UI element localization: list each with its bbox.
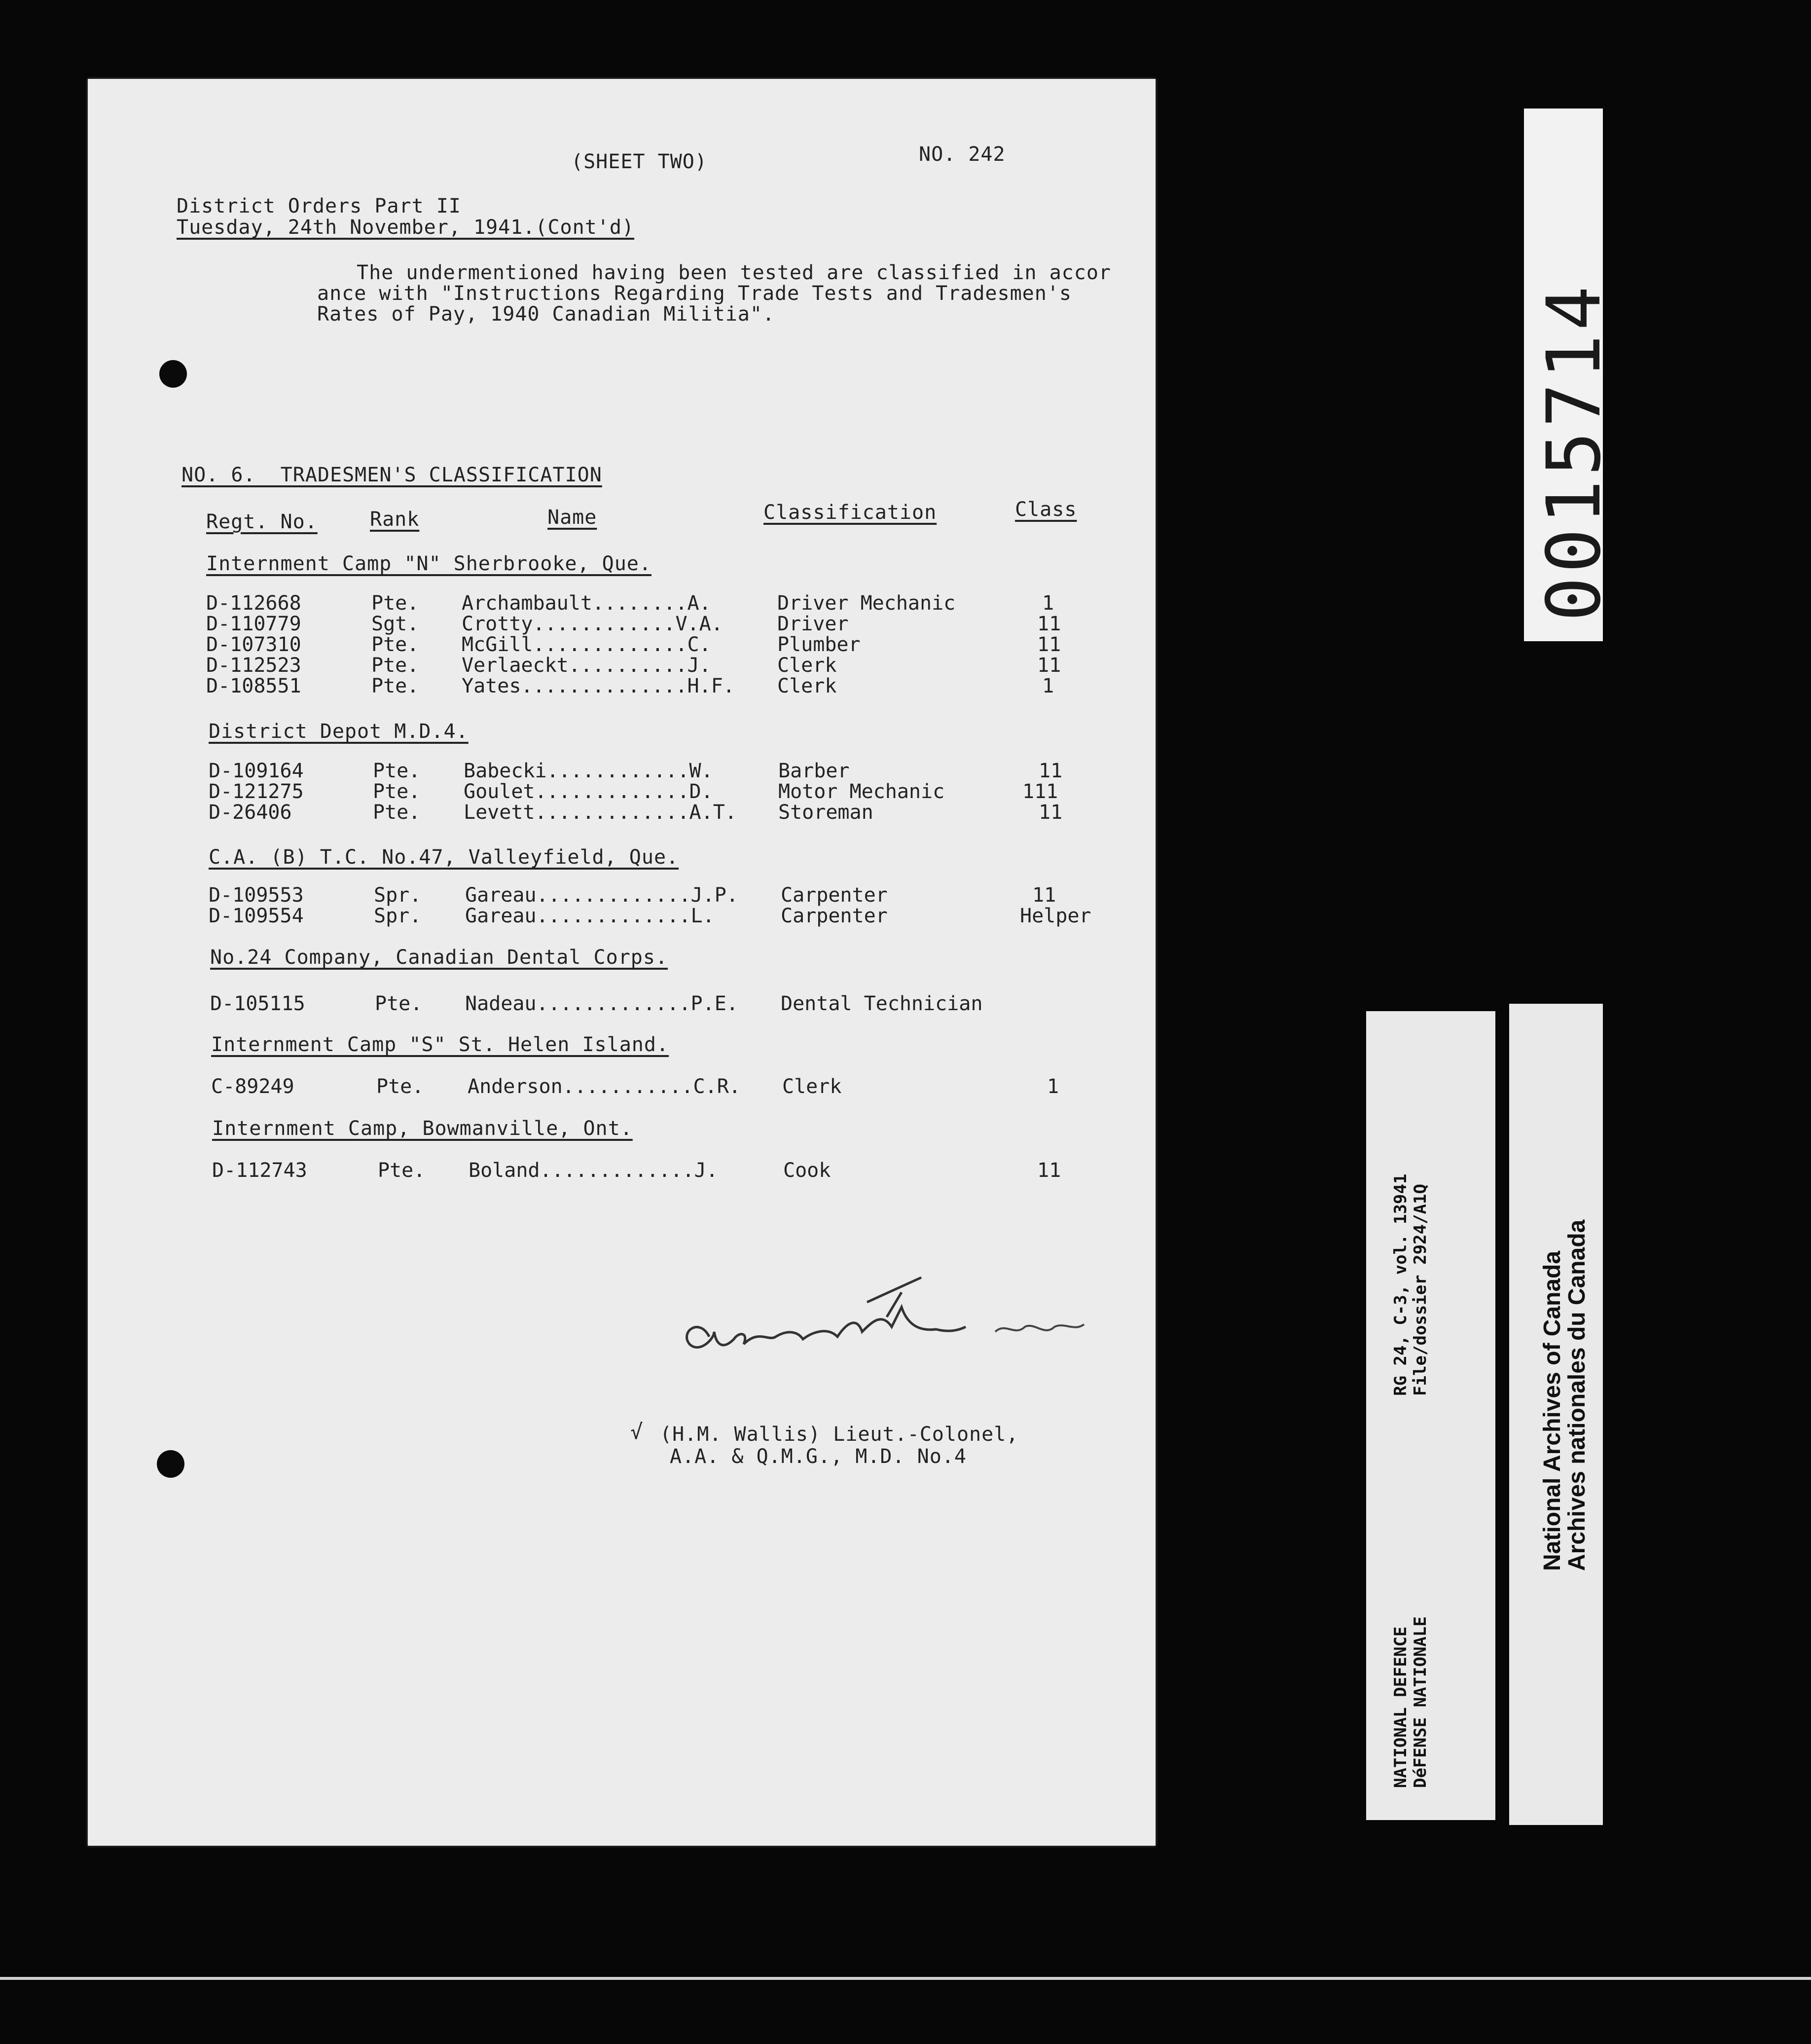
table-row	[88, 592, 1156, 614]
regt-number: D-108551	[206, 675, 301, 697]
department-fr: DéFENSE NATIONALE	[1411, 1616, 1430, 1788]
classification: Clerk	[777, 654, 837, 677]
classification: Driver Mechanic	[777, 592, 956, 615]
member-name: Crotty............V.A.	[462, 613, 723, 635]
order-number: NO. 242	[919, 143, 1006, 166]
member-name: Verlaeckt..........J.	[462, 654, 711, 677]
classification: Carpenter	[781, 905, 888, 927]
sheet-label: (SHEET TWO)	[571, 150, 707, 173]
member-name: Archambault........A.	[462, 592, 711, 615]
classification: Carpenter	[781, 884, 888, 907]
rank: Pte.	[373, 801, 421, 824]
class: 11	[1037, 1159, 1061, 1182]
signatory-title: A.A. & Q.M.G., M.D. No.4	[670, 1445, 967, 1468]
member-name: Anderson...........C.R.	[468, 1075, 741, 1098]
regt-number: D-109553	[209, 884, 304, 907]
regt-number: D-109554	[209, 905, 304, 927]
rank: Pte.	[371, 675, 419, 697]
group-title: District Depot M.D.4.	[209, 720, 469, 743]
regt-number: D-26406	[209, 801, 292, 824]
column-header-regt: Regt. No.	[206, 511, 318, 533]
regt-number: D-105115	[210, 992, 305, 1015]
section-title: NO. 6. TRADESMEN'S CLASSIFICATION	[181, 464, 602, 486]
punch-hole-bottom	[157, 1450, 184, 1478]
intro-line-1: The undermentioned having been tested are classified in accor	[357, 261, 1112, 284]
column-header-rank: Rank	[370, 508, 420, 531]
regt-number: D-112668	[206, 592, 301, 615]
classification: Motor Mechanic	[778, 780, 945, 803]
table-row	[88, 884, 1156, 906]
reference-line-2: File/dossier 2924/A1Q	[1411, 1184, 1430, 1396]
signature-check-mark: √	[630, 1420, 644, 1444]
class: 11	[1037, 633, 1061, 656]
classification: Clerk	[777, 675, 837, 697]
classification: Driver	[777, 613, 849, 635]
orders-title: District Orders Part II	[177, 195, 461, 218]
regt-number: D-112523	[206, 654, 301, 677]
group-title: No.24 Company, Canadian Dental Corps.	[210, 946, 668, 969]
rank: Pte.	[378, 1159, 426, 1182]
regt-number: C-89249	[211, 1075, 294, 1098]
classification: Barber	[778, 760, 850, 782]
national-defence-label	[1366, 1011, 1495, 1820]
class: 11	[1037, 613, 1061, 635]
regt-number: D-109164	[209, 760, 304, 782]
rank: Pte.	[375, 992, 423, 1015]
film-edge-line	[0, 1977, 1811, 1980]
table-row	[88, 675, 1156, 696]
handwritten-signature	[670, 1250, 1212, 1435]
class: 11	[1037, 654, 1061, 677]
signatory-name: (H.M. Wallis) Lieut.-Colonel,	[660, 1423, 1019, 1446]
rank: Pte.	[371, 592, 419, 615]
archives-fr: Archives nationales du Canada	[1564, 1219, 1590, 1571]
group-title: Internment Camp "N" Sherbrooke, Que.	[206, 552, 652, 575]
table-row	[88, 613, 1156, 634]
group-title: Internment Camp, Bowmanville, Ont.	[212, 1117, 633, 1140]
classification: Storeman	[778, 801, 873, 824]
group-title: Internment Camp "S" St. Helen Island.	[211, 1033, 669, 1056]
table-row	[88, 801, 1156, 823]
rank: Sgt.	[371, 613, 419, 635]
member-name: Babecki............W.	[464, 760, 713, 782]
punch-hole-top	[159, 360, 187, 388]
regt-number: D-107310	[206, 633, 301, 656]
national-archives-label	[1509, 1004, 1603, 1825]
document-page	[88, 79, 1156, 1846]
member-name: Gareau.............L.	[465, 905, 715, 927]
table-row	[88, 1075, 1156, 1097]
member-name: Gareau.............J.P.	[465, 884, 738, 907]
class: 111	[1022, 780, 1058, 803]
rank: Pte.	[373, 760, 421, 782]
table-row	[88, 780, 1156, 802]
archives-en: National Archives of Canada	[1539, 1250, 1565, 1571]
column-header-name: Name	[547, 506, 597, 529]
table-row	[88, 905, 1156, 926]
table-row	[88, 1159, 1156, 1181]
rank: Pte.	[371, 633, 419, 656]
rank: Spr.	[374, 884, 422, 907]
table-row	[88, 760, 1156, 781]
regt-number: D-110779	[206, 613, 301, 635]
rank: Pte.	[371, 654, 419, 677]
regt-number: D-121275	[209, 780, 304, 803]
member-name: Boland.............J.	[469, 1159, 718, 1182]
table-row	[88, 633, 1156, 655]
class: 1	[1042, 592, 1054, 615]
class: 11	[1032, 884, 1056, 907]
group-title: C.A. (B) T.C. No.47, Valleyfield, Que.	[209, 846, 679, 869]
orders-date: Tuesday, 24th November, 1941.(Cont'd)	[177, 216, 635, 239]
rank: Pte.	[376, 1075, 424, 1098]
member-name: McGill.............C.	[462, 633, 711, 656]
rank: Pte.	[373, 780, 421, 803]
column-header-classification: Classification	[763, 501, 937, 524]
member-name: Yates..............H.F.	[462, 675, 735, 697]
member-name: Goulet.............D.	[464, 780, 713, 803]
frame-number-strip	[1524, 109, 1617, 641]
regt-number: D-112743	[212, 1159, 307, 1182]
department-en: NATIONAL DEFENCE	[1391, 1626, 1411, 1788]
class: 1	[1042, 675, 1054, 697]
table-row	[88, 992, 1156, 1014]
classification: Cook	[783, 1159, 831, 1182]
signature-text: A.G. Wallis, Major	[670, 1250, 756, 1260]
column-header-class: Class	[1015, 498, 1077, 521]
member-name: Nadeau.............P.E.	[465, 992, 738, 1015]
intro-line-3: Rates of Pay, 1940 Canadian Militia".	[317, 303, 775, 326]
table-row	[88, 654, 1156, 676]
class: 11	[1039, 801, 1063, 824]
reference-line-1: RG 24, C-3, vol. 13941	[1391, 1173, 1411, 1396]
classification: Clerk	[782, 1075, 842, 1098]
class: 11	[1039, 760, 1063, 782]
classification: Plumber	[777, 633, 861, 656]
class: Helper	[1020, 905, 1091, 927]
classification: Dental Technician	[781, 992, 983, 1015]
member-name: Levett.............A.T.	[464, 801, 737, 824]
intro-line-2: ance with "Instructions Regarding Trade Tests and Tradesmen's	[317, 282, 1072, 305]
frame-number: 0015714	[1531, 282, 1617, 621]
class: 1	[1047, 1075, 1059, 1098]
rank: Spr.	[374, 905, 422, 927]
